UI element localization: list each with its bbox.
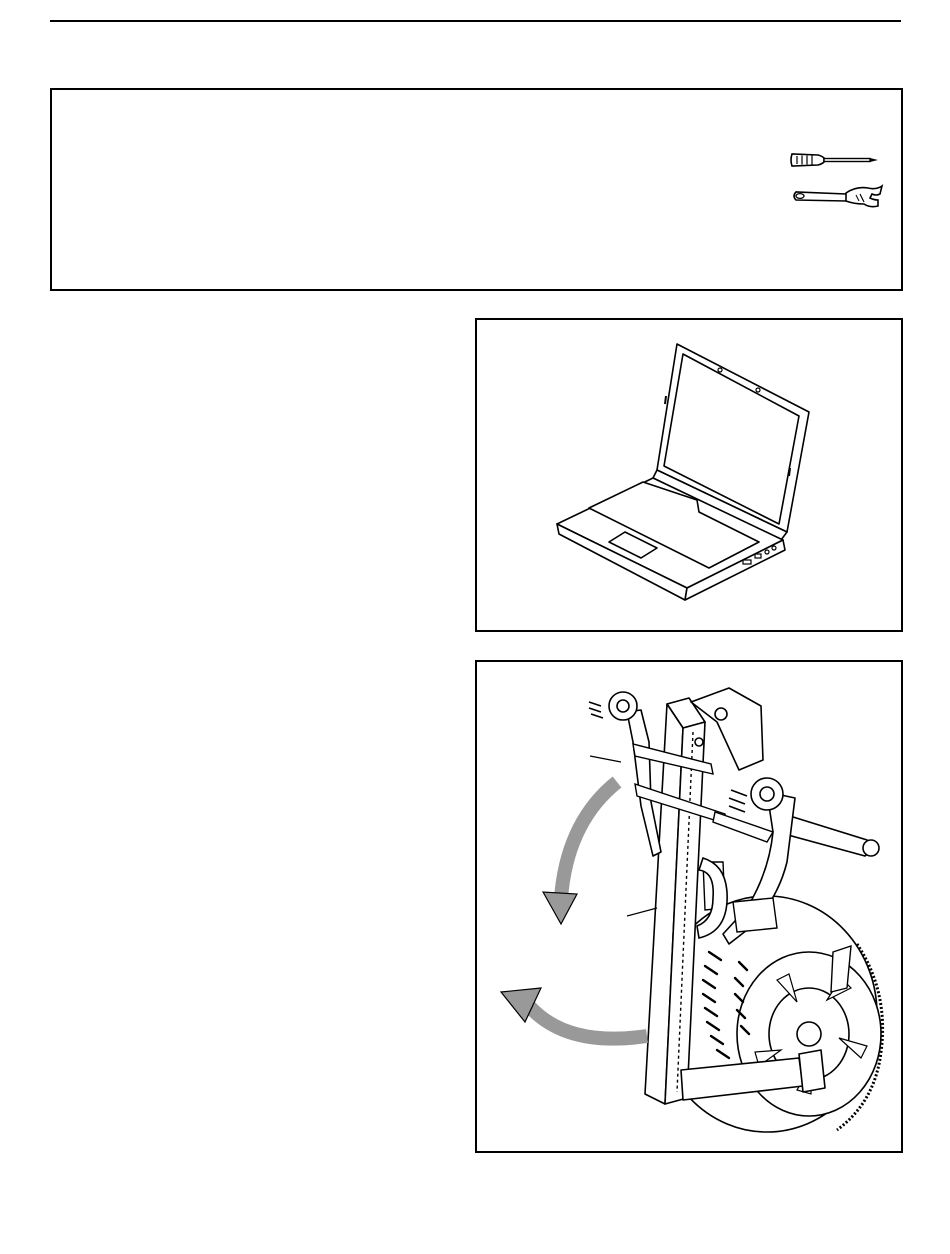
- laptop-figure: [475, 318, 903, 632]
- rower-figure: [475, 660, 903, 1153]
- rowing-machine-icon: [477, 662, 901, 1151]
- curved-arrow-left: [501, 988, 647, 1039]
- curved-arrow-down: [543, 782, 617, 924]
- screwdriver-icon: [788, 148, 884, 172]
- laptop-icon: [477, 320, 901, 630]
- adjustable-wrench-icon: [790, 182, 886, 214]
- top-rule: [50, 20, 901, 22]
- tools-box: [50, 88, 903, 291]
